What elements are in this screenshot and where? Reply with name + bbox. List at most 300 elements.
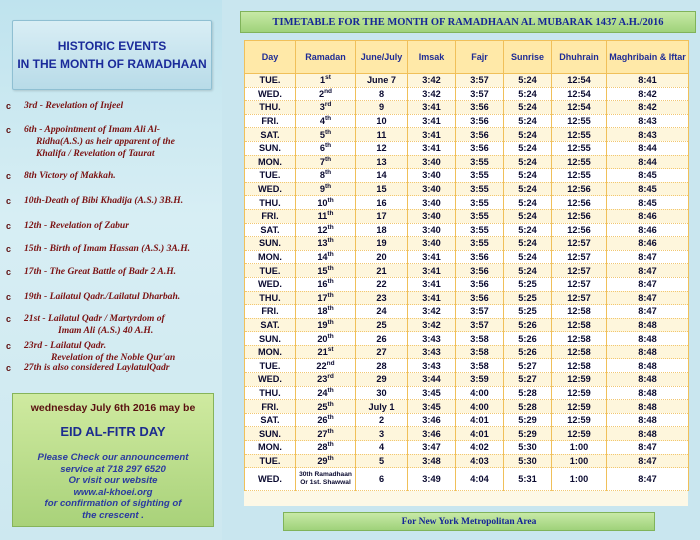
cell-date: July 1 <box>356 400 408 414</box>
eid-msg-line: Please Check our announcement <box>37 452 189 463</box>
cell-sunrise: 5:24 <box>504 209 552 223</box>
cell-day: MON. <box>245 441 296 455</box>
col-header-day: Day <box>245 41 296 74</box>
cell-date: 26 <box>356 332 408 346</box>
cell-fajr: 3:55 <box>456 209 504 223</box>
event-text: 12th - Revelation of Zabur <box>24 220 129 231</box>
cell-date: 17 <box>356 209 408 223</box>
ordinal-suffix: nd <box>324 87 333 95</box>
cell-day: WED. <box>245 468 296 491</box>
table-row <box>245 169 689 183</box>
cell-date: 11 <box>356 128 408 142</box>
cell-maghribain: 8:48 <box>607 413 689 427</box>
table-row <box>245 318 689 332</box>
ordinal-suffix: rd <box>324 101 332 109</box>
cell-imsak: 3:45 <box>408 400 456 414</box>
cell-maghribain: 8:47 <box>607 277 689 291</box>
cell-imsak: 3:40 <box>408 169 456 183</box>
table-row <box>245 400 689 414</box>
ramadan-day-number: 12 <box>317 224 328 235</box>
event-item <box>6 313 218 337</box>
cell-maghribain: 8:42 <box>607 87 689 101</box>
table-row <box>245 332 689 346</box>
cell-ramadan <box>296 182 356 196</box>
table-row <box>245 427 689 441</box>
cell-sunrise: 5:31 <box>504 468 552 491</box>
cell-imsak: 3:40 <box>408 223 456 237</box>
bullet-icon: c <box>6 171 12 181</box>
bullet-icon: c <box>6 314 12 324</box>
footer-bar <box>283 512 655 531</box>
event-item <box>6 170 218 182</box>
cell-imsak: 3:41 <box>408 277 456 291</box>
eid-msg-line: for confirmation of sighting of <box>44 498 182 509</box>
event-text: 27th is also considered LaylatulQadr <box>24 362 170 373</box>
cell-ramadan <box>296 223 356 237</box>
eid-website-link[interactable]: www.al-khoei.org <box>73 486 153 498</box>
cell-fajr: 3:57 <box>456 87 504 101</box>
cell-sunrise: 5:24 <box>504 237 552 251</box>
cell-day: SAT. <box>245 128 296 142</box>
cell-dhuhrain: 12:57 <box>552 250 607 264</box>
cell-fajr: 3:58 <box>456 359 504 373</box>
cell-imsak: 3:47 <box>408 441 456 455</box>
cell-date: 27 <box>356 345 408 359</box>
cell-sunrise: 5:24 <box>504 155 552 169</box>
cell-imsak: 3:40 <box>408 209 456 223</box>
ordinal-suffix: th <box>324 142 332 150</box>
table-row <box>245 74 689 88</box>
ordinal-suffix: th <box>324 155 332 163</box>
table-row <box>245 373 689 387</box>
cell-imsak: 3:46 <box>408 427 456 441</box>
cell-dhuhrain: 12:59 <box>552 373 607 387</box>
cell-date: 28 <box>356 359 408 373</box>
cell-fajr: 3:57 <box>456 318 504 332</box>
cell-date: 10 <box>356 114 408 128</box>
ordinal-suffix: th <box>327 237 334 245</box>
cell-maghribain: 8:45 <box>607 196 689 210</box>
cell-imsak: 3:41 <box>408 128 456 142</box>
event-item <box>6 243 218 255</box>
cell-day: SAT. <box>245 223 296 237</box>
cell-sunrise: 5:25 <box>504 305 552 319</box>
ordinal-suffix: rd <box>327 373 334 381</box>
table-row <box>245 277 689 291</box>
table-row <box>245 441 689 455</box>
events-heading-box <box>12 20 212 90</box>
col-header-ramadan: Ramadan <box>296 41 356 74</box>
table-row <box>245 128 689 142</box>
cell-maghribain: 8:48 <box>607 345 689 359</box>
cell-fajr: 3:58 <box>456 345 504 359</box>
bullet-icon: c <box>6 125 12 135</box>
table-row <box>245 182 689 196</box>
cell-sunrise: 5:24 <box>504 250 552 264</box>
cell-imsak: 3:41 <box>408 141 456 155</box>
cell-maghribain: 8:42 <box>607 101 689 115</box>
cell-ramadan <box>296 400 356 414</box>
cell-ramadan <box>296 318 356 332</box>
cell-dhuhrain: 12:57 <box>552 291 607 305</box>
cell-imsak: 3:40 <box>408 182 456 196</box>
cell-sunrise: 5:25 <box>504 291 552 305</box>
cell-maghribain: 8:43 <box>607 128 689 142</box>
table-row <box>245 291 689 305</box>
cell-ramadan <box>296 264 356 278</box>
event-text: 6th - Appointment of Imam Ali Al- <box>24 124 160 135</box>
cell-imsak: 3:41 <box>408 250 456 264</box>
cell-maghribain: 8:48 <box>607 332 689 346</box>
cell-ramadan <box>296 277 356 291</box>
bullet-icon: c <box>6 244 12 254</box>
cell-imsak: 3:41 <box>408 114 456 128</box>
ramadan-day-number: 11 <box>317 211 328 222</box>
table-header-row <box>245 41 689 74</box>
cell-fajr: 3:55 <box>456 155 504 169</box>
cell-fajr: 3:56 <box>456 250 504 264</box>
event-item <box>6 124 218 160</box>
cell-dhuhrain: 12:59 <box>552 427 607 441</box>
cell-maghribain: 8:48 <box>607 386 689 400</box>
cell-ramadan <box>296 74 356 88</box>
cell-dhuhrain: 12:54 <box>552 74 607 88</box>
ramadan-day-number: 8 <box>319 170 325 181</box>
ramadan-day-number: 2 <box>318 88 325 99</box>
cell-dhuhrain: 12:55 <box>552 155 607 169</box>
cell-imsak: 3:41 <box>408 291 456 305</box>
cell-ramadan <box>296 332 356 346</box>
table-row <box>245 413 689 427</box>
cell-fajr: 3:56 <box>456 141 504 155</box>
col-header-sunrise: Sunrise <box>504 41 552 74</box>
cell-day: FRI. <box>245 305 296 319</box>
cell-dhuhrain: 12:58 <box>552 332 607 346</box>
table-row <box>245 101 689 115</box>
events-heading-line1: HISTORIC EVENTS <box>57 39 167 53</box>
cell-day: SUN. <box>245 427 296 441</box>
cell-ramadan <box>296 291 356 305</box>
table-row <box>245 345 689 359</box>
event-text: 15th - Birth of Imam Hassan (A.S.) 3A.H. <box>24 243 191 254</box>
ordinal-suffix: th <box>327 305 334 313</box>
table-row <box>245 87 689 101</box>
cell-sunrise: 5:24 <box>504 182 552 196</box>
cell-dhuhrain: 12:55 <box>552 169 607 183</box>
col-header-maghribain: Maghribain & Iftar <box>607 41 689 74</box>
cell-day: TUE. <box>245 169 296 183</box>
cell-ramadan <box>296 373 356 387</box>
cell-day: THU. <box>245 386 296 400</box>
cell-date: June 7 <box>356 74 408 88</box>
cell-ramadan <box>296 305 356 319</box>
left-panel <box>0 0 222 540</box>
ramadan-day-number: 19 <box>317 319 328 330</box>
cell-imsak: 3:44 <box>408 373 456 387</box>
cell-imsak: 3:43 <box>408 359 456 373</box>
cell-maghribain: 8:45 <box>607 169 689 183</box>
event-text: 23rd - Lailatul Qadr. <box>24 340 107 351</box>
cell-fajr: 3:56 <box>456 291 504 305</box>
cell-maghribain: 8:43 <box>607 114 689 128</box>
cell-imsak: 3:45 <box>408 386 456 400</box>
cell-ramadan <box>296 87 356 101</box>
ordinal-suffix: th <box>306 471 313 479</box>
ordinal-suffix: th <box>327 223 334 231</box>
cell-date: 13 <box>356 155 408 169</box>
shawwal-note: Or 1st. Shawwal <box>300 479 351 487</box>
event-text: 17th - The Great Battle of Badr 2 A.H. <box>24 266 177 277</box>
cell-imsak: 3:48 <box>408 454 456 468</box>
eid-msg-line: service at 718 297 6520 <box>60 463 166 475</box>
cell-fajr: 4:03 <box>456 454 504 468</box>
ordinal-suffix: th <box>327 196 334 204</box>
cell-date: 9 <box>356 101 408 115</box>
cell-date: 30 <box>356 386 408 400</box>
cell-imsak: 3:41 <box>408 264 456 278</box>
timetable-title-bar <box>240 11 696 33</box>
cell-sunrise: 5:30 <box>504 454 552 468</box>
cell-date: 22 <box>356 277 408 291</box>
ordinal-suffix: th <box>327 210 334 218</box>
cell-dhuhrain: 1:00 <box>552 468 607 491</box>
cell-day: WED. <box>245 182 296 196</box>
cell-date: 18 <box>356 223 408 237</box>
cell-maghribain: 8:47 <box>607 264 689 278</box>
ramadan-day-number: 17 <box>317 292 328 303</box>
cell-maghribain: 8:48 <box>607 318 689 332</box>
cell-date: 24 <box>356 305 408 319</box>
cell-sunrise: 5:24 <box>504 169 552 183</box>
eid-msg-line: the crescent . <box>82 509 144 521</box>
table-row <box>245 141 689 155</box>
cell-ramadan <box>296 468 356 491</box>
cell-dhuhrain: 12:56 <box>552 209 607 223</box>
table-body <box>245 74 689 491</box>
cell-maghribain: 8:45 <box>607 182 689 196</box>
cell-date: 8 <box>356 87 408 101</box>
cell-fajr: 4:01 <box>456 427 504 441</box>
event-text: Imam Ali (A.S.) 40 A.H. <box>58 325 154 336</box>
cell-dhuhrain: 12:56 <box>552 182 607 196</box>
cell-sunrise: 5:24 <box>504 74 552 88</box>
event-item <box>6 291 218 303</box>
ramadan-day-number: 15 <box>317 265 328 276</box>
cell-imsak: 3:43 <box>408 345 456 359</box>
cell-ramadan <box>296 454 356 468</box>
cell-ramadan <box>296 237 356 251</box>
cell-fajr: 3:57 <box>456 305 504 319</box>
col-header-date: June/July <box>356 41 408 74</box>
table-row <box>245 237 689 251</box>
ordinal-suffix: st <box>327 346 334 354</box>
bullet-icon: c <box>6 196 12 206</box>
col-header-dhuhrain: Dhuhrain <box>552 41 607 74</box>
ordinal-suffix: th <box>324 115 332 123</box>
cell-fajr: 3:55 <box>456 196 504 210</box>
cell-sunrise: 5:24 <box>504 114 552 128</box>
ordinal-suffix: th <box>327 318 334 326</box>
cell-fajr: 3:55 <box>456 223 504 237</box>
events-heading-line2: IN THE MONTH OF RAMADHAAN <box>17 57 207 71</box>
cell-ramadan <box>296 250 356 264</box>
cell-ramadan <box>296 169 356 183</box>
timetable <box>244 40 688 506</box>
ramadan-day-number: 30 <box>299 471 307 479</box>
cell-sunrise: 5:24 <box>504 264 552 278</box>
bullet-icon: c <box>6 221 12 231</box>
cell-day: FRI. <box>245 114 296 128</box>
ramadan-day-number: 23 <box>317 374 328 385</box>
cell-fajr: 3:56 <box>456 101 504 115</box>
cell-fajr: 3:55 <box>456 237 504 251</box>
cell-fajr: 3:56 <box>456 277 504 291</box>
cell-day: MON. <box>245 155 296 169</box>
cell-imsak: 3:49 <box>408 468 456 491</box>
table-row <box>245 264 689 278</box>
table-row <box>245 386 689 400</box>
cell-day: TUE. <box>245 454 296 468</box>
cell-day: FRI. <box>245 400 296 414</box>
cell-fajr: 4:04 <box>456 468 504 491</box>
cell-date: 5 <box>356 454 408 468</box>
ordinal-suffix: th <box>327 414 334 422</box>
cell-sunrise: 5:27 <box>504 373 552 387</box>
cell-ramadan <box>296 427 356 441</box>
cell-ramadan <box>296 128 356 142</box>
event-text: 3rd - Revelation of Injeel <box>24 100 124 111</box>
table-row <box>245 468 689 491</box>
cell-ramadan <box>296 386 356 400</box>
cell-ramadan <box>296 209 356 223</box>
ramadan-day-number: 29 <box>317 455 328 466</box>
ordinal-suffix: th <box>327 441 334 449</box>
table-row <box>245 305 689 319</box>
cell-dhuhrain: 1:00 <box>552 454 607 468</box>
cell-ramadan <box>296 359 356 373</box>
cell-imsak: 3:42 <box>408 74 456 88</box>
eid-message <box>13 452 213 521</box>
eid-date-text: wednesday July 6th 2016 may be <box>30 402 196 414</box>
event-text: Ridha(A.S.) as heir apparent of the <box>36 136 175 147</box>
cell-imsak: 3:41 <box>408 101 456 115</box>
cell-day: TUE. <box>245 74 296 88</box>
table-row <box>245 454 689 468</box>
ramadan-day-number: 20 <box>317 333 328 344</box>
cell-dhuhrain: 12:57 <box>552 277 607 291</box>
cell-maghribain: 8:47 <box>607 250 689 264</box>
cell-date: 23 <box>356 291 408 305</box>
bullet-icon: c <box>6 363 12 373</box>
cell-day: SUN. <box>245 141 296 155</box>
ordinal-suffix: nd <box>326 359 335 367</box>
ordinal-suffix: th <box>324 183 332 191</box>
cell-day: WED. <box>245 277 296 291</box>
cell-maghribain: 8:46 <box>607 223 689 237</box>
cell-fajr: 4:01 <box>456 413 504 427</box>
cell-maghribain: 8:41 <box>607 74 689 88</box>
cell-imsak: 3:42 <box>408 305 456 319</box>
cell-day: TUE. <box>245 359 296 373</box>
ramadan-day-number: 1 <box>320 75 326 86</box>
cell-sunrise: 5:28 <box>504 386 552 400</box>
cell-maghribain: 8:48 <box>607 373 689 387</box>
cell-maghribain: 8:47 <box>607 291 689 305</box>
cell-day: FRI. <box>245 209 296 223</box>
cell-day: SAT. <box>245 318 296 332</box>
cell-sunrise: 5:24 <box>504 101 552 115</box>
bullet-icon: c <box>6 267 12 277</box>
ordinal-suffix: th <box>327 264 334 272</box>
cell-maghribain: 8:44 <box>607 141 689 155</box>
cell-dhuhrain: 12:58 <box>552 305 607 319</box>
cell-sunrise: 5:29 <box>504 413 552 427</box>
cell-imsak: 3:40 <box>408 155 456 169</box>
bullet-icon: c <box>6 292 12 302</box>
cell-day: MON. <box>245 345 296 359</box>
cell-fajr: 3:59 <box>456 373 504 387</box>
cell-maghribain: 8:44 <box>607 155 689 169</box>
ramadan-day-number: 9 <box>319 184 325 195</box>
ordinal-suffix: th <box>327 251 334 259</box>
footer-text: For New York Metropolitan Area <box>401 516 537 527</box>
timetable-title: TIMETABLE FOR THE MONTH OF RAMADHAAN AL MUBARAK 1437 A.H./2016 <box>272 16 664 28</box>
event-item <box>6 220 218 232</box>
event-text: Khalifa / Revelation of Taurat <box>36 148 155 159</box>
cell-dhuhrain: 12:56 <box>552 196 607 210</box>
cell-sunrise: 5:25 <box>504 277 552 291</box>
cell-date: 3 <box>356 427 408 441</box>
bullet-icon: c <box>6 341 12 351</box>
table-row <box>245 209 689 223</box>
ordinal-suffix: th <box>324 128 332 136</box>
event-item <box>6 266 218 278</box>
cell-sunrise: 5:24 <box>504 128 552 142</box>
cell-maghribain: 8:48 <box>607 427 689 441</box>
cell-dhuhrain: 12:57 <box>552 237 607 251</box>
cell-imsak: 3:40 <box>408 237 456 251</box>
cell-dhuhrain: 12:55 <box>552 141 607 155</box>
cell-dhuhrain: 12:56 <box>552 223 607 237</box>
cell-sunrise: 5:26 <box>504 318 552 332</box>
ramadan-day-number: 10 <box>317 197 328 208</box>
event-text: 10th-Death of Bibi Khadija (A.S.) 3B.H. <box>24 195 184 206</box>
cell-day: WED. <box>245 87 296 101</box>
ordinal-suffix: th <box>327 400 334 408</box>
ordinal-suffix: th <box>327 427 334 435</box>
ramadan-day-number: 25 <box>317 401 328 412</box>
table-row <box>245 114 689 128</box>
cell-dhuhrain: 12:59 <box>552 400 607 414</box>
cell-imsak: 3:40 <box>408 196 456 210</box>
cell-date: 2 <box>356 413 408 427</box>
cell-day: THU. <box>245 291 296 305</box>
cell-sunrise: 5:24 <box>504 141 552 155</box>
cell-date: 25 <box>356 318 408 332</box>
table-row <box>245 196 689 210</box>
ramadan-day-number: 4 <box>319 116 325 127</box>
cell-date: 16 <box>356 196 408 210</box>
cell-sunrise: 5:26 <box>504 345 552 359</box>
cell-dhuhrain: 12:59 <box>552 413 607 427</box>
ordinal-suffix: th <box>327 332 334 340</box>
ramadan-day-number: 27 <box>317 428 328 439</box>
cell-sunrise: 5:24 <box>504 196 552 210</box>
ramadan-day-number: 22 <box>316 360 327 371</box>
cell-fajr: 3:55 <box>456 169 504 183</box>
ramadan-day-number: 28 <box>317 442 328 453</box>
ramadan-day-number: 5 <box>319 129 325 140</box>
